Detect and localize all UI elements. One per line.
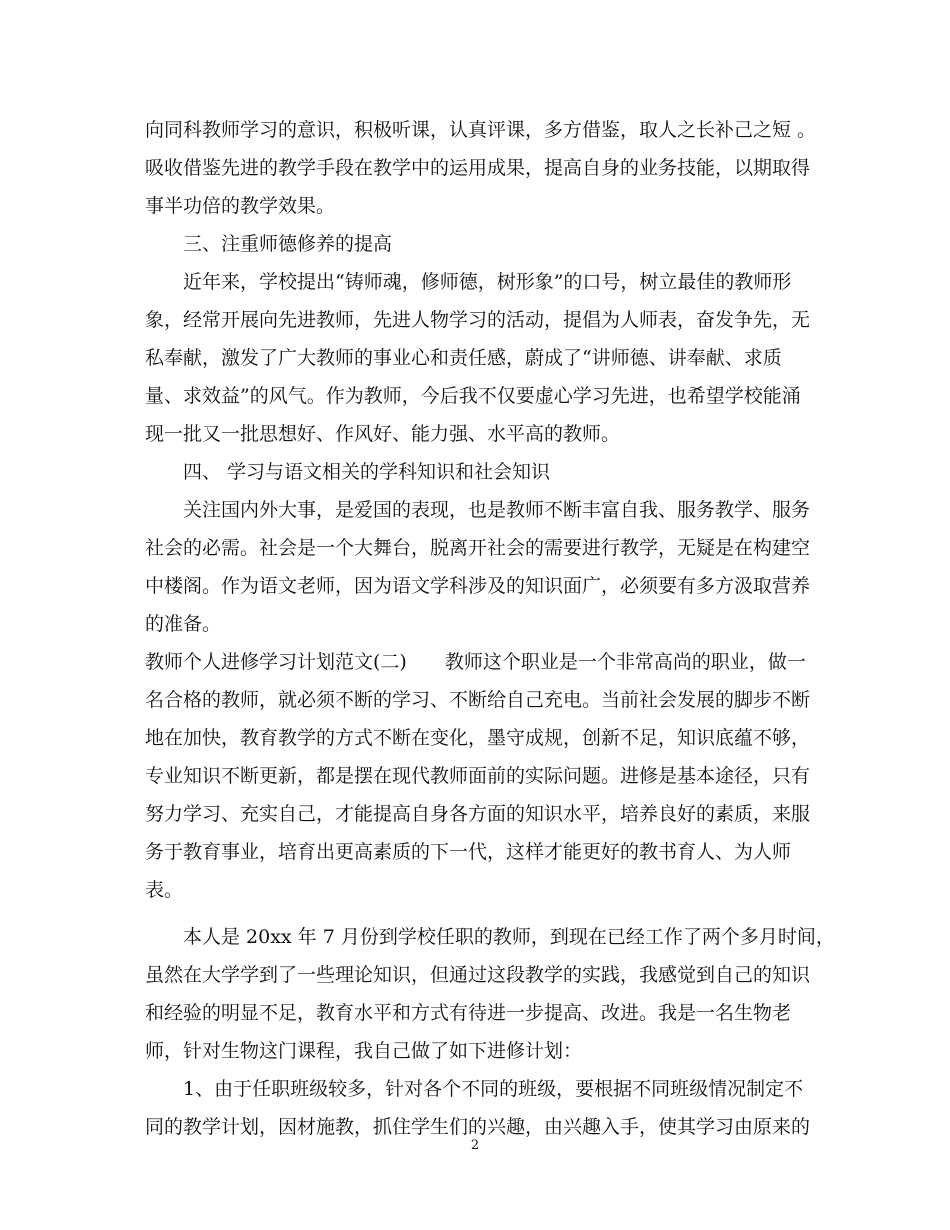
text-line: 1、由于任职班级较多，针对各个不同的班级，要根据不同班级情况制定不 — [183, 1078, 804, 1100]
page-number: 2 — [470, 1138, 480, 1153]
section-heading: 四、 学习与语文相关的学科知识和社会知识 — [183, 461, 551, 483]
text-line: 同的教学计划，因材施教，抓住学生们的兴趣，由兴趣入手，使其学习由原来的 — [145, 1116, 811, 1138]
text-line: 和经验的明显不足，教育水平和方式有待进一步提高、改进。我是一名生物老 — [145, 1002, 792, 1024]
text-line: 表。 — [145, 879, 184, 901]
text-line: 吸收借鉴先进的教学手段在教学中的运用成果，提高自身的业务技能，以期取得 — [145, 157, 811, 179]
text-line: 量、求效益”的风气。作为教师，今后我不仅要虚心学习先进，也希望学校能涌 — [145, 385, 801, 407]
text-line: 近年来，学校提出“铸师魂，修师德，树形象”的口号，树立最佳的教师形 — [183, 271, 792, 293]
text-line: 社会的必需。社会是一个大舞台，脱离开社会的需要进行教学，无疑是在构建空 — [145, 537, 811, 559]
text-line: 中楼阁。作为语文老师，因为语文学科涉及的知识面广，必须要有多方汲取营养 — [145, 575, 811, 597]
text-line: 名合格的教师，就必须不断的学习、不断给自己充电。当前社会发展的脚步不断 — [145, 689, 811, 711]
document-title-line: 教师个人进修学习计划范文(二) 教师这个职业是一个非常高尚的职业，做一 — [145, 651, 806, 673]
text-line: 专业知识不断更新，都是摆在现代教师面前的实际问题。进修是基本途径，只有 — [145, 765, 811, 787]
text-line: 关注国内外大事，是爱国的表现，也是教师不断丰富自我、服务教学、服务 — [183, 499, 811, 521]
text-line: 务于教育事业，培育出更高素质的下一代，这样才能更好的教书育人、为人师 — [145, 841, 792, 863]
text-line: 虽然在大学学到了一些理论知识，但通过这段教学的实践，我感觉到自己的知识 — [145, 964, 811, 986]
section-heading: 三、注重师德修养的提高 — [183, 233, 393, 255]
text-line: 向同科教师学习的意识，积极听课，认真评课，多方借鉴，取人之长补己之短 。 — [145, 119, 817, 141]
text-line: 私奉献，激发了广大教师的事业心和责任感，蔚成了“讲师德、讲奉献、求质 — [145, 347, 782, 369]
text-line: 地在加快，教育教学的方式不断在变化，墨守成规，创新不足，知识底蕴不够， — [145, 727, 811, 749]
text-line: 努力学习、充实自己，才能提高自身各方面的知识水平，培养良好的素质，来服 — [145, 803, 811, 825]
text-line: 本人是 20xx 年 7 月份到学校任职的教师，到现在已经工作了两个多月时间， — [183, 926, 835, 948]
text-line: 师，针对生物这门课程，我自己做了如下进修计划： — [145, 1040, 583, 1062]
text-line: 象，经常开展向先进教师，先进人物学习的活动，提倡为人师表，奋发争先，无 — [145, 309, 811, 331]
text-line: 的准备。 — [145, 613, 222, 635]
text-line: 事半功倍的教学效果。 — [145, 195, 336, 217]
text-line: 现一批又一批思想好、作风好、能力强、水平高的教师。 — [145, 423, 621, 445]
